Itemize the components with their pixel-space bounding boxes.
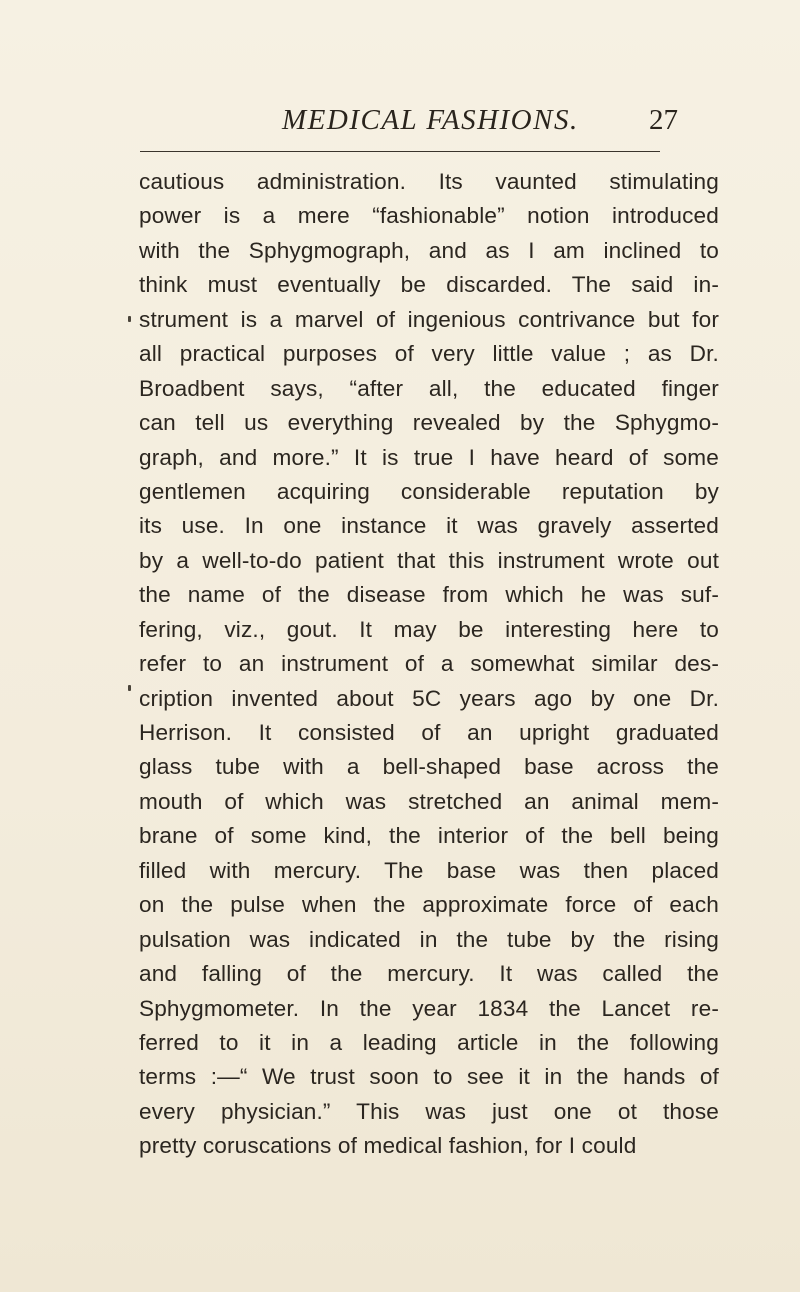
text-line: power is a mere “fashionable” notion introduced — [139, 203, 719, 229]
text-line: strument is a marvel of ingenious contrivance but for — [139, 306, 719, 332]
text-line: every physician.” This was just one ot those — [139, 1098, 719, 1124]
header-rule — [140, 151, 660, 152]
paper-blemish — [128, 316, 131, 322]
text-line: think must eventually be discarded. The said in- — [139, 272, 719, 298]
text-line: cription invented about 5C years ago by one Dr. — [139, 685, 719, 711]
text-line: by a well-to-do patient that this instrument wrote out — [139, 547, 719, 573]
text-line: refer to an instrument of a somewhat similar des- — [139, 651, 719, 677]
text-line: gentlemen acquiring considerable reputation by — [139, 478, 719, 504]
text-line: brane of some kind, the interior of the bell being — [139, 823, 719, 849]
text-line: pretty coruscations of medical fashion, for I could — [139, 1133, 637, 1159]
page-number: 27 — [649, 104, 678, 136]
text-line: the name of the disease from which he was suf- — [139, 582, 719, 608]
text-line: filled with mercury. The base was then placed — [139, 857, 719, 883]
body-text — [139, 165, 719, 1164]
text-line: pulsation was indicated in the tube by the rising — [139, 926, 719, 952]
text-line: fering, viz., gout. It may be interesting here to — [139, 616, 719, 642]
paper-blemish — [128, 685, 131, 691]
text-line: Broadbent says, “after all, the educated finger — [139, 375, 719, 401]
text-line: with the Sphygmograph, and as I am inclined to — [139, 237, 719, 263]
text-line: Sphygmometer. In the year 1834 the Lancet re- — [139, 995, 719, 1021]
text-line: its use. In one instance it was gravely asserted — [139, 513, 719, 539]
text-line: all practical purposes of very little value ; as Dr. — [139, 341, 719, 367]
text-line: Herrison. It consisted of an upright graduated — [139, 720, 719, 745]
text-line: can tell us everything revealed by the Sphygmo- — [139, 410, 719, 436]
running-head — [0, 104, 800, 144]
text-line: and falling of the mercury. It was called the — [139, 961, 719, 987]
text-line: ferred to it in a leading article in the following — [139, 1029, 719, 1055]
text-line: cautious administration. Its vaunted stimulating — [139, 169, 719, 194]
text-line: graph, and more.” It is true I have heard of some — [139, 444, 719, 470]
text-line: mouth of which was stretched an animal mem- — [139, 788, 719, 814]
text-line: terms :—“ We trust soon to see it in the hands of — [139, 1064, 719, 1090]
text-line: glass tube with a bell-shaped base across the — [139, 754, 719, 780]
running-title: MEDICAL FASHIONS. — [282, 104, 579, 136]
text-line: on the pulse when the approximate force of each — [139, 892, 719, 918]
